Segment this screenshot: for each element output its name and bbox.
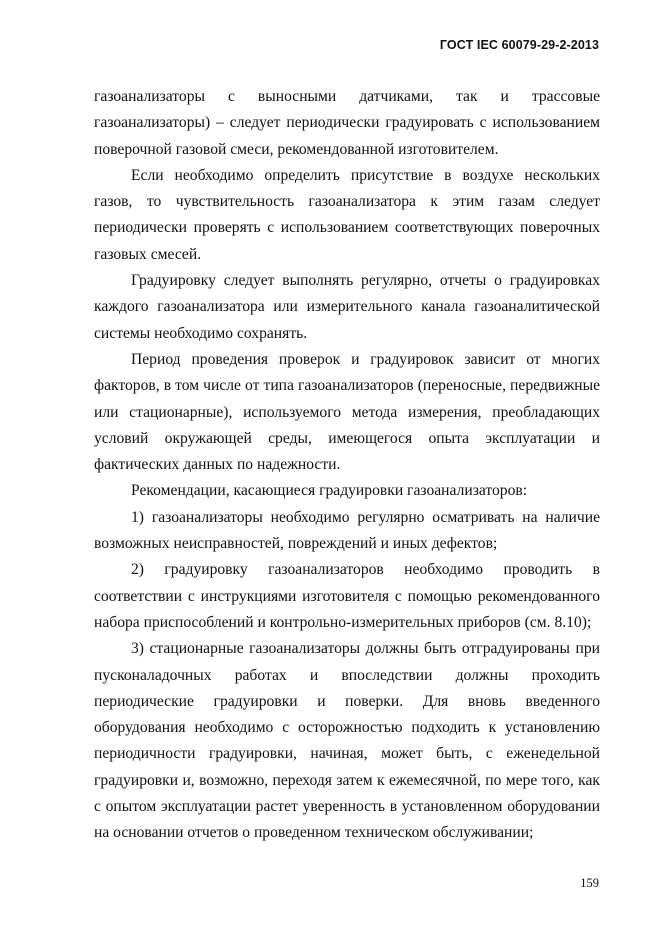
paragraph: Градуировку следует выполнять регулярно, отчеты о градуировках каждого газоанализатора или измерительного канала газоаналитической системы необходимо сохранять. [94, 272, 600, 342]
paragraph: Период проведения проверок и градуировок зависит от многих факторов, в том числе от типа газоанализаторов (переносные, передвижные или стационарные), используемого метода измерения, преобладающих условий окружающей среды, имеющегося опыта эксплуатации и фактических данных по надежности. [94, 350, 600, 474]
paragraph: газоанализаторы с выносными датчиками, так и трассовые газоанализаторы) – следует периодически градуировать с использованием поверочной газовой смеси, рекомендованной изготовителем. [94, 88, 600, 158]
list-item: 1) газоанализаторы необходимо регулярно осматривать на наличие возможных неисправностей, повреждений и иных дефектов; [94, 508, 600, 553]
paragraph: Рекомендации, касающиеся градуировки газоанализаторов: [131, 482, 528, 500]
list-item: 3) стационарные газоанализаторы должны быть отградуированы при пусконаладочных работах и впоследствии должны проходить периодические градуировки и поверки. Для вновь введенного оборудования необходимо с осторожностью подходить к установлению периодичности градуировки, начиная, может быть, с еженедельной градуировки и, возможно, переходя затем к ежемесячной, по мере того, как с опытом эксплуатации растет уверенность в установленном оборудовании на основании отчетов о проведенном техническом обслуживании; [94, 640, 600, 842]
document-header: ГОСТ IEC 60079-29-2-2013 [439, 38, 599, 52]
paragraph: Если необходимо определить присутствие в воздухе нескольких газов, то чувствительность газоанализатора к этим газам следует периодически проверять с использованием соответствующих поверочных газовых смесей. [94, 166, 600, 263]
list-item: 2) градуировку газоанализаторов необходимо проводить в соответствии с инструкциями изготовителя с помощью рекомендованного набора приспособлений и контрольно-измерительных приборов (см. 8.10); [94, 561, 600, 631]
body-text [94, 84, 600, 847]
page-number: 159 [580, 876, 599, 890]
